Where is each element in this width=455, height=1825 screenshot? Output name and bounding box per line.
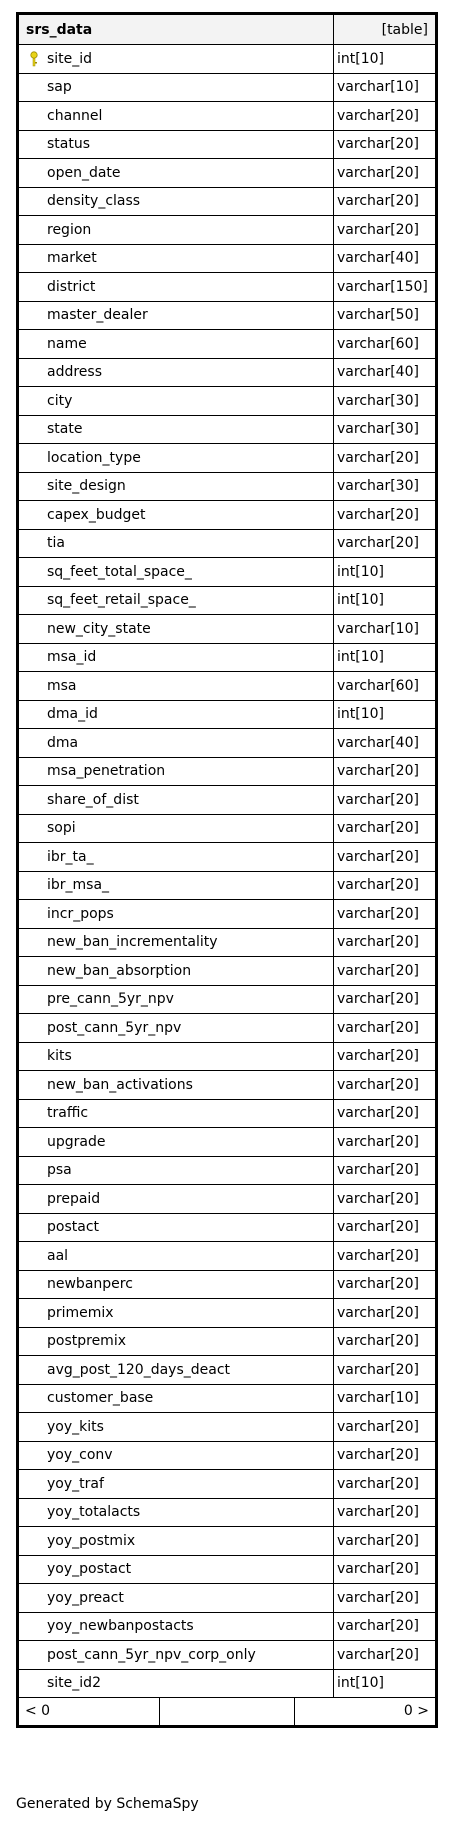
column-name[interactable]: [18, 1641, 334, 1670]
column-type: int[10]: [334, 558, 437, 587]
column-type: varchar[20]: [334, 900, 437, 929]
column-row: [18, 1470, 437, 1499]
column-name-text: psa: [47, 1162, 72, 1179]
column-type: int[10]: [334, 45, 437, 74]
column-row: [18, 244, 437, 273]
column-name[interactable]: [18, 814, 334, 843]
column-row: [18, 73, 437, 102]
column-name[interactable]: [18, 615, 334, 644]
column-type: varchar[40]: [334, 729, 437, 758]
column-name-text: district: [47, 278, 96, 295]
column-name-text: postpremix: [47, 1333, 126, 1350]
column-type: varchar[20]: [334, 1156, 437, 1185]
column-row: [18, 843, 437, 872]
column-name[interactable]: [18, 1413, 334, 1442]
column-name[interactable]: [18, 1042, 334, 1071]
column-name-text: sap: [47, 79, 72, 96]
column-row: [18, 586, 437, 615]
column-name[interactable]: [18, 472, 334, 501]
column-row: [18, 1527, 437, 1556]
column-name-text: tia: [47, 535, 65, 552]
column-row: [18, 928, 437, 957]
column-type: int[10]: [334, 643, 437, 672]
column-name-text: pre_cann_5yr_npv: [47, 991, 174, 1008]
column-row: [18, 558, 437, 587]
column-name[interactable]: [18, 900, 334, 929]
column-name[interactable]: [18, 786, 334, 815]
column-type: varchar[20]: [334, 529, 437, 558]
column-type: varchar[20]: [334, 1128, 437, 1157]
column-type: varchar[30]: [334, 415, 437, 444]
column-name-text: yoy_conv: [47, 1447, 113, 1464]
parents-count[interactable]: < 0: [25, 1703, 51, 1720]
column-name-text: prepaid: [47, 1190, 101, 1207]
column-row: [18, 102, 437, 131]
column-type: varchar[20]: [334, 1270, 437, 1299]
column-name-text: postact: [47, 1219, 100, 1236]
column-row: [18, 529, 437, 558]
column-type: varchar[10]: [334, 1384, 437, 1413]
column-type: varchar[20]: [334, 1213, 437, 1242]
column-name[interactable]: [18, 1384, 334, 1413]
column-name[interactable]: [18, 1470, 334, 1499]
column-name[interactable]: [18, 729, 334, 758]
column-name[interactable]: [18, 558, 334, 587]
column-name[interactable]: [18, 159, 334, 188]
generated-by-text[interactable]: Generated by SchemaSpy: [16, 1796, 199, 1812]
column-type: int[10]: [334, 1669, 437, 1698]
table-footer-row: [18, 1698, 437, 1727]
column-row: [18, 1669, 437, 1698]
column-type: varchar[20]: [334, 216, 437, 245]
column-type: varchar[20]: [334, 1099, 437, 1128]
column-name[interactable]: [18, 985, 334, 1014]
column-row: [18, 1213, 437, 1242]
column-name-text: yoy_kits: [47, 1418, 104, 1435]
column-row: [18, 1441, 437, 1470]
column-name-text: state: [47, 421, 83, 438]
column-row: [18, 1014, 437, 1043]
column-name-text: name: [47, 335, 87, 352]
column-name-text: primemix: [47, 1304, 114, 1321]
column-name[interactable]: [18, 529, 334, 558]
column-type: varchar[20]: [334, 757, 437, 786]
column-name[interactable]: [18, 843, 334, 872]
column-name-text: customer_base: [47, 1390, 154, 1407]
column-type: varchar[50]: [334, 301, 437, 330]
column-name-text: msa: [47, 677, 77, 694]
column-name[interactable]: [18, 1612, 334, 1641]
column-name-text: open_date: [47, 164, 121, 181]
column-row: [18, 330, 437, 359]
column-type: varchar[30]: [334, 387, 437, 416]
column-type: varchar[20]: [334, 102, 437, 131]
column-row: [18, 757, 437, 786]
column-row: [18, 1356, 437, 1385]
column-name-text: address: [47, 364, 103, 381]
column-name[interactable]: [18, 1128, 334, 1157]
column-type: varchar[60]: [334, 672, 437, 701]
column-row: [18, 45, 437, 74]
column-name[interactable]: [18, 1270, 334, 1299]
column-name-text: yoy_postact: [47, 1561, 132, 1578]
column-row: [18, 1128, 437, 1157]
column-type: varchar[60]: [334, 330, 437, 359]
column-row: [18, 1042, 437, 1071]
column-name[interactable]: [18, 444, 334, 473]
column-row: [18, 1071, 437, 1100]
column-name-text: dma_id: [47, 706, 98, 723]
column-row: [18, 700, 437, 729]
column-row: [18, 1156, 437, 1185]
column-type: varchar[40]: [334, 244, 437, 273]
column-type: varchar[30]: [334, 472, 437, 501]
column-type: varchar[20]: [334, 1612, 437, 1641]
column-name[interactable]: [18, 1185, 334, 1214]
column-name[interactable]: [18, 1555, 334, 1584]
column-name[interactable]: [18, 871, 334, 900]
column-name[interactable]: [18, 1527, 334, 1556]
column-name[interactable]: [18, 358, 334, 387]
column-type: varchar[20]: [334, 159, 437, 188]
column-type: varchar[20]: [334, 814, 437, 843]
column-name-text: new_ban_incrementality: [47, 934, 218, 951]
column-name-text: yoy_newbanpostacts: [47, 1618, 194, 1635]
column-row: [18, 1327, 437, 1356]
column-name[interactable]: [18, 1014, 334, 1043]
column-type: varchar[20]: [334, 1555, 437, 1584]
column-name-text: market: [47, 250, 97, 267]
column-row: [18, 444, 437, 473]
column-row: [18, 786, 437, 815]
column-name[interactable]: [18, 73, 334, 102]
column-name-text: sq_feet_total_space_: [47, 563, 192, 580]
column-name-text: sq_feet_retail_space_: [47, 592, 196, 609]
column-type: varchar[20]: [334, 1042, 437, 1071]
column-type: varchar[150]: [334, 273, 437, 302]
column-name-text: yoy_totalacts: [47, 1504, 141, 1521]
column-name[interactable]: [18, 1441, 334, 1470]
column-name[interactable]: [18, 1213, 334, 1242]
column-type: varchar[20]: [334, 1413, 437, 1442]
column-type: varchar[20]: [334, 1071, 437, 1100]
column-row: [18, 729, 437, 758]
column-name-text: msa_id: [47, 649, 97, 666]
column-name-text: sopi: [47, 820, 76, 837]
footer-bar: [19, 1698, 435, 1725]
column-name[interactable]: [18, 244, 334, 273]
column-name-text: location_type: [47, 449, 141, 466]
column-name[interactable]: [18, 387, 334, 416]
column-name[interactable]: [18, 1299, 334, 1328]
column-row: [18, 1612, 437, 1641]
column-name-text: region: [47, 221, 92, 238]
column-type: varchar[20]: [334, 501, 437, 530]
table-kind-label: [table]: [334, 14, 437, 45]
column-row: [18, 957, 437, 986]
column-row: [18, 358, 437, 387]
column-name[interactable]: [18, 700, 334, 729]
column-type: varchar[20]: [334, 1498, 437, 1527]
column-type: varchar[20]: [334, 1470, 437, 1499]
column-name[interactable]: [18, 1669, 334, 1698]
column-name[interactable]: [18, 130, 334, 159]
table-name[interactable]: srs_data: [18, 14, 334, 45]
column-name[interactable]: [18, 672, 334, 701]
column-name-text: ibr_ta_: [47, 848, 94, 865]
column-name-text: msa_penetration: [47, 763, 166, 780]
column-type: varchar[20]: [334, 1584, 437, 1613]
relationship-footer: [18, 1698, 437, 1727]
column-name-text: site_id: [47, 50, 93, 67]
column-row: [18, 1185, 437, 1214]
column-row: [18, 1498, 437, 1527]
column-name-text: newbanperc: [47, 1276, 133, 1293]
column-row: [18, 900, 437, 929]
column-type: varchar[20]: [334, 187, 437, 216]
children-count[interactable]: 0 >: [403, 1703, 429, 1720]
column-row: [18, 1555, 437, 1584]
column-type: varchar[40]: [334, 358, 437, 387]
column-row: [18, 1242, 437, 1271]
column-name-text: density_class: [47, 193, 141, 210]
column-name-text: traffic: [47, 1105, 89, 1122]
column-type: varchar[20]: [334, 1641, 437, 1670]
primary-key-icon: [29, 51, 39, 67]
column-row: [18, 187, 437, 216]
column-name-text: channel: [47, 107, 103, 124]
column-row: [18, 159, 437, 188]
column-type: varchar[20]: [334, 1356, 437, 1385]
column-row: [18, 130, 437, 159]
column-name[interactable]: [18, 1498, 334, 1527]
column-row: [18, 301, 437, 330]
column-type: varchar[20]: [334, 1299, 437, 1328]
column-row: [18, 216, 437, 245]
column-name-text: capex_budget: [47, 506, 146, 523]
column-name-text: new_ban_activations: [47, 1076, 193, 1093]
column-name[interactable]: [18, 273, 334, 302]
column-type: varchar[20]: [334, 1527, 437, 1556]
column-name-text: dma: [47, 734, 79, 751]
column-row: [18, 415, 437, 444]
column-row: [18, 1270, 437, 1299]
column-type: varchar[20]: [334, 130, 437, 159]
srs-data-table: [16, 12, 438, 1728]
column-type: varchar[20]: [334, 985, 437, 1014]
column-row: [18, 1413, 437, 1442]
column-name-text: status: [47, 136, 91, 153]
column-name-text: yoy_postmix: [47, 1532, 136, 1549]
column-name-text: kits: [47, 1048, 72, 1065]
column-row: [18, 472, 437, 501]
column-name-text: ibr_msa_: [47, 877, 110, 894]
column-row: [18, 387, 437, 416]
column-name-text: incr_pops: [47, 905, 114, 922]
column-name[interactable]: [18, 643, 334, 672]
column-name[interactable]: [18, 501, 334, 530]
column-type: varchar[20]: [334, 444, 437, 473]
column-type: varchar[20]: [334, 1327, 437, 1356]
column-type: varchar[10]: [334, 615, 437, 644]
column-type: varchar[20]: [334, 1185, 437, 1214]
column-row: [18, 1584, 437, 1613]
column-type: varchar[20]: [334, 1441, 437, 1470]
column-name-text: new_city_state: [47, 620, 151, 637]
column-name-text: aal: [47, 1247, 69, 1264]
column-name[interactable]: [18, 102, 334, 131]
table-header-row: [18, 14, 437, 45]
column-name[interactable]: [18, 415, 334, 444]
column-row: [18, 1641, 437, 1670]
column-type: int[10]: [334, 700, 437, 729]
column-row: [18, 1299, 437, 1328]
column-name[interactable]: [18, 586, 334, 615]
column-name-text: yoy_traf: [47, 1475, 104, 1492]
column-row: [18, 643, 437, 672]
column-row: [18, 273, 437, 302]
column-name-text: upgrade: [47, 1133, 106, 1150]
column-name[interactable]: [18, 957, 334, 986]
column-name-text: share_of_dist: [47, 791, 139, 808]
column-name-text: avg_post_120_days_deact: [47, 1361, 231, 1378]
column-name[interactable]: [18, 928, 334, 957]
column-name-text: site_id2: [47, 1675, 101, 1692]
column-type: varchar[10]: [334, 73, 437, 102]
column-type: varchar[20]: [334, 1014, 437, 1043]
column-name[interactable]: [18, 1327, 334, 1356]
column-name[interactable]: [18, 216, 334, 245]
column-name[interactable]: [18, 1584, 334, 1613]
column-row: [18, 814, 437, 843]
column-name[interactable]: [18, 301, 334, 330]
column-name-text: post_cann_5yr_npv: [47, 1019, 182, 1036]
column-row: [18, 985, 437, 1014]
column-name-text: post_cann_5yr_npv_corp_only: [47, 1646, 256, 1663]
column-type: varchar[20]: [334, 957, 437, 986]
column-row: [18, 501, 437, 530]
column-name[interactable]: [18, 1099, 334, 1128]
column-row: [18, 1384, 437, 1413]
column-type: varchar[20]: [334, 786, 437, 815]
column-name[interactable]: [18, 1242, 334, 1271]
footer-spacer: [159, 1698, 295, 1725]
column-name[interactable]: [18, 757, 334, 786]
column-name-text: site_design: [47, 478, 126, 495]
column-type: varchar[20]: [334, 871, 437, 900]
column-type: varchar[20]: [334, 928, 437, 957]
column-row: [18, 672, 437, 701]
column-name[interactable]: [18, 187, 334, 216]
column-name-text: new_ban_absorption: [47, 962, 192, 979]
column-name[interactable]: [18, 330, 334, 359]
column-name-text: master_dealer: [47, 307, 148, 324]
column-row: [18, 615, 437, 644]
column-name-text: city: [47, 392, 73, 409]
column-name[interactable]: [18, 1356, 334, 1385]
column-name-text: yoy_preact: [47, 1589, 124, 1606]
column-name[interactable]: [18, 1156, 334, 1185]
column-type: varchar[20]: [334, 843, 437, 872]
column-name[interactable]: [18, 1071, 334, 1100]
column-name[interactable]: [18, 45, 334, 74]
column-row: [18, 1099, 437, 1128]
column-type: varchar[20]: [334, 1242, 437, 1271]
column-row: [18, 871, 437, 900]
column-type: int[10]: [334, 586, 437, 615]
